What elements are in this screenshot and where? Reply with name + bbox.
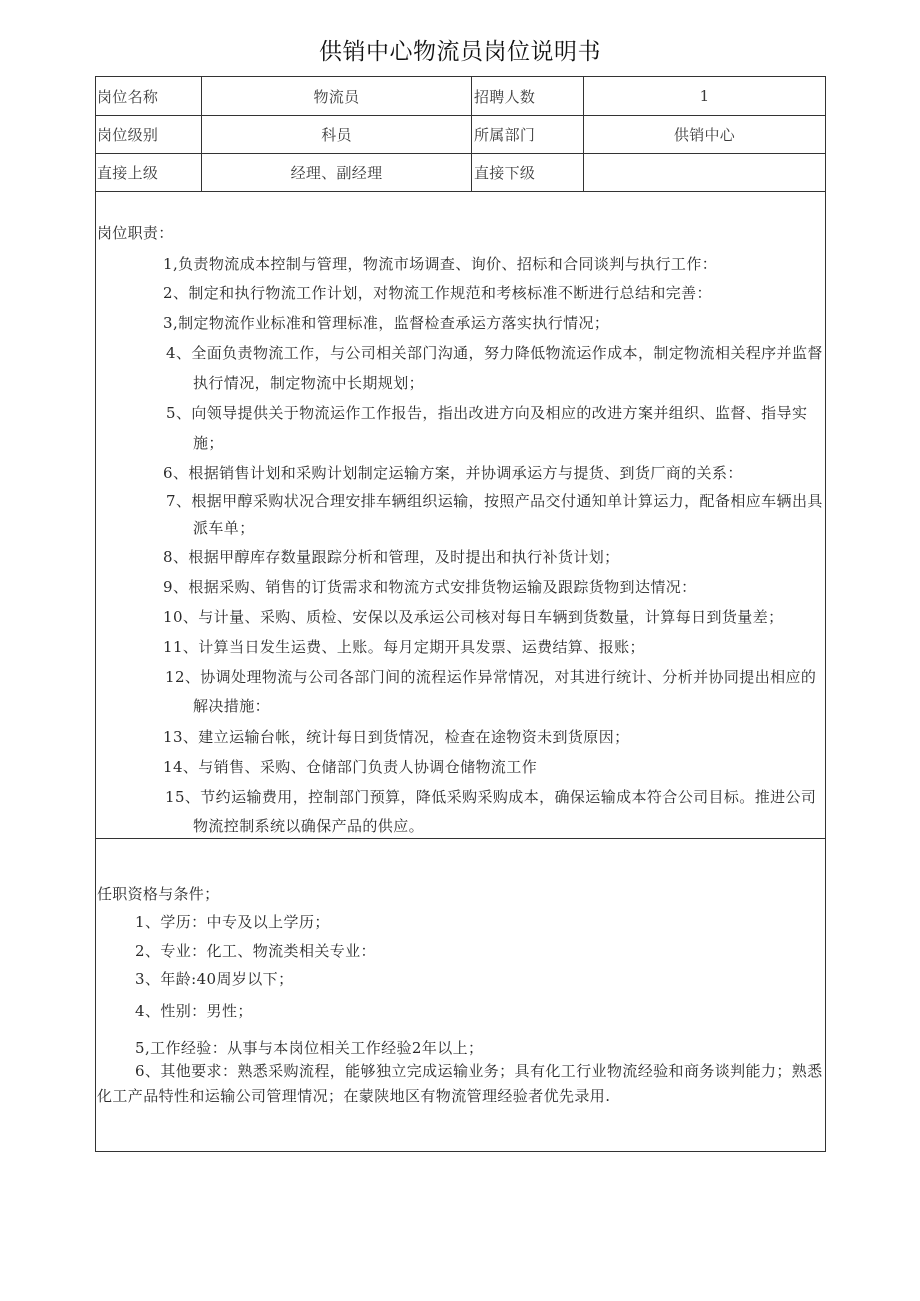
headcount-label: 招聘人数 xyxy=(472,77,583,115)
qualification-item-5-line-1: 5,工作经验：从事与本岗位相关工作经验2年以上； xyxy=(135,1039,484,1057)
qualifications-heading: 任职资格与条件； xyxy=(97,885,220,903)
duty-item-4-line-2: 执行情况，制定物流中长期规划； xyxy=(193,374,425,392)
qualification-item-6 xyxy=(97,1061,823,1106)
duty-item-12-line-2: 解决措施： xyxy=(193,697,271,715)
direct-subordinate-value xyxy=(584,154,825,191)
duty-item-7 xyxy=(166,491,823,538)
duty-item-10-line-1: 10、与计量、采购、质检、安保以及承运公司核对每日车辆到货数量，计算每日到货量差； xyxy=(163,608,784,626)
duty-item-3-line-1: 3,制定物流作业标准和管理标准，监督检查承运方落实执行情况； xyxy=(163,314,610,332)
duty-item-15-line-2: 物流控制系统以确保产品的供应。 xyxy=(193,817,425,835)
position-level-label: 岗位级别 xyxy=(96,116,201,153)
duty-item-6 xyxy=(163,463,743,483)
duty-item-10 xyxy=(163,607,784,627)
duty-item-15-line-1: 15、节约运输费用，控制部门预算，降低采购采购成本，确保运输成本符合公司目标。推进公司 xyxy=(165,788,817,806)
duty-item-2-line-1: 2、制定和执行物流工作计划，对物流工作规范和考核标准不断进行总结和完善： xyxy=(163,284,712,302)
headcount-value: 1 xyxy=(584,77,825,115)
qualification-item-3-line-1: 3、年龄:40周岁以下； xyxy=(135,970,294,988)
position-name-value: 物流员 xyxy=(202,77,471,115)
qualification-item-3 xyxy=(135,969,294,989)
duty-item-4 xyxy=(166,343,823,393)
position-level-value: 科员 xyxy=(202,116,471,153)
qualification-item-4-line-1: 4、性别：男性； xyxy=(135,1002,253,1020)
duty-item-7-line-2: 派车单； xyxy=(193,519,255,537)
duty-item-3 xyxy=(163,313,609,333)
qualification-item-6-line-2: 化工产品特性和运输公司管理情况；在蒙陕地区有物流管理经验者优先录用. xyxy=(97,1087,611,1105)
qualification-item-1 xyxy=(135,912,330,932)
duty-item-8-line-1: 8、根据甲醇库存数量跟踪分析和管理，及时提出和执行补货计划； xyxy=(163,548,620,566)
department-value: 供销中心 xyxy=(584,116,825,153)
qualifications-section xyxy=(96,839,825,1151)
duty-item-14 xyxy=(163,757,537,777)
duty-item-6-line-1: 6、根据销售计划和采购计划制定运输方案，并协调承运方与提货、到货厂商的关系： xyxy=(163,464,743,482)
duties-heading: 岗位职责： xyxy=(97,224,174,242)
duty-item-9 xyxy=(163,577,697,597)
duty-item-11 xyxy=(163,637,645,657)
qualification-item-4 xyxy=(135,1001,253,1021)
duty-item-8 xyxy=(163,547,620,567)
direct-superior-label: 直接上级 xyxy=(96,154,201,191)
duty-item-12 xyxy=(165,667,816,716)
duty-item-14-line-1: 14、与销售、采购、仓储部门负责人协调仓储物流工作 xyxy=(163,758,538,776)
duty-item-4-line-1: 4、全面负责物流工作，与公司相关部门沟通，努力降低物流运作成本，制定物流相关程序并监督 xyxy=(166,344,823,362)
position-name-label: 岗位名称 xyxy=(96,77,201,115)
duty-item-15 xyxy=(165,787,816,836)
duty-item-13 xyxy=(163,727,630,747)
duty-item-7-line-1: 7、根据甲醇采购状况合理安排车辆组织运输，按照产品交付通知单计算运力，配备相应车辆出具 xyxy=(166,492,823,510)
job-description-table xyxy=(95,76,826,1152)
document-title: 供销中心物流员岗位说明书 xyxy=(319,39,601,65)
duty-item-1 xyxy=(163,254,717,274)
department-label: 所属部门 xyxy=(472,116,583,153)
duty-item-5-line-1: 5、向领导提供关于物流运作工作报告，指出改进方向及相应的改进方案并组织、监督、指导实 xyxy=(166,404,808,422)
duties-section xyxy=(96,192,825,838)
qualification-item-2-line-1: 2、专业：化工、物流类相关专业： xyxy=(135,942,376,960)
qualification-item-1-line-1: 1、学历：中专及以上学历； xyxy=(135,913,330,931)
duty-item-11-line-1: 11、计算当日发生运费、上账。每月定期开具发票、运费结算、报账； xyxy=(163,638,645,656)
qualification-item-2 xyxy=(135,941,376,961)
duty-item-2 xyxy=(163,283,712,303)
duty-item-13-line-1: 13、建立运输台帐，统计每日到货情况，检查在途物资未到货原因； xyxy=(163,728,630,746)
duty-item-5 xyxy=(166,403,807,453)
duty-item-9-line-1: 9、根据采购、销售的订货需求和物流方式安排货物运输及跟踪货物到达情况： xyxy=(163,578,697,596)
qualification-item-6-line-1: 6、其他要求：熟悉采购流程，能够独立完成运输业务；具有化工行业物流经验和商务谈判能力；熟悉 xyxy=(135,1062,823,1080)
direct-superior-value: 经理、副经理 xyxy=(202,154,471,191)
duty-item-1-line-1: 1,负责物流成本控制与管理，物流市场调查、询价、招标和合同谈判与执行工作： xyxy=(163,255,718,273)
duty-item-12-line-1: 12、协调处理物流与公司各部门间的流程运作异常情况，对其进行统计、分析并协同提出相应的 xyxy=(165,668,817,686)
qualification-item-5 xyxy=(135,1038,483,1058)
duty-item-5-line-2: 施； xyxy=(193,434,224,452)
direct-subordinate-label: 直接下级 xyxy=(472,154,583,191)
